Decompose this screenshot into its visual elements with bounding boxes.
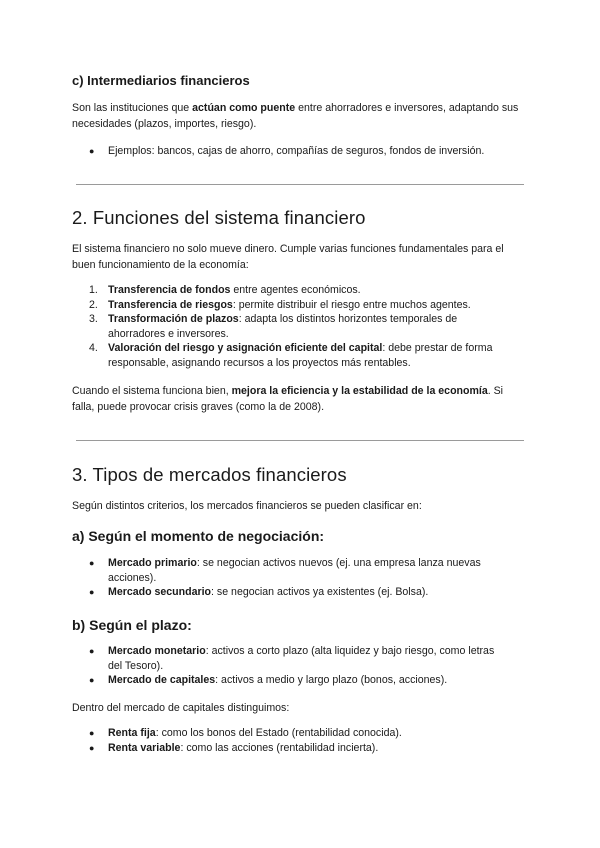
- text-run: : permite distribuir el riesgo entre muchos agentes.: [232, 298, 471, 311]
- bold-text: Mercado de capitales: [108, 674, 216, 686]
- text-run: : activos a corto plazo (alta liquidez y bajo riesgo, como letras del Tesoro).: [108, 645, 495, 672]
- bold-text: mejora la eficiencia y la estabilidad de la economía: [231, 385, 488, 397]
- bold-text: Mercado primario: [108, 557, 197, 569]
- text-run: : como los bonos del Estado (rentabilidad conocida).: [155, 727, 402, 739]
- bullet-icon: ●: [89, 728, 95, 738]
- bold-text: actúan como puente: [192, 102, 296, 114]
- item-number: 4.: [89, 342, 98, 354]
- text-run: : se negocian activos nuevos (ej. una empresa lanza nuevas acciones).: [108, 557, 481, 584]
- divider: [76, 184, 524, 185]
- bold-text: Transferencia de fondos: [108, 284, 231, 296]
- list-item: [72, 673, 502, 688]
- section-3b-bullets: [72, 644, 502, 688]
- numbered-item: [72, 341, 502, 370]
- section-c-bullets: [72, 144, 502, 159]
- section-c-intro: [72, 101, 527, 132]
- bold-text: Transformación de plazos: [108, 313, 239, 325]
- text-run: Son las instituciones que: [72, 102, 193, 114]
- bullet-icon: ●: [89, 675, 95, 685]
- bold-text: Renta variable: [108, 741, 181, 754]
- text-run: El sistema financiero no solo mueve dinero. Cumple varias funciones fundamentales para el buen funcionamiento de la economía:: [72, 243, 504, 271]
- item-number: 3.: [89, 313, 98, 325]
- text-run: Según distintos criterios, los mercados financieros se pueden clasificar en:: [72, 500, 422, 512]
- bullet-icon: ●: [89, 587, 95, 597]
- section-2-heading: 2. Funciones del sistema financiero: [72, 207, 366, 228]
- section-3b-heading: b) Según el plazo:: [72, 617, 192, 633]
- bullet-icon: ●: [89, 742, 95, 753]
- bold-text: Renta fija: [108, 727, 156, 739]
- bold-text: Transferencia de riesgos: [108, 298, 233, 311]
- list-item: [72, 585, 502, 600]
- text-run: . Si falla, puede provocar crisis graves (como la de 2008).: [72, 385, 504, 413]
- section-3a-bullets: [72, 556, 502, 600]
- item-number: 1.: [89, 284, 98, 296]
- text-run: : debe prestar de forma responsable, asignando recursos a los proyectos más rentables.: [108, 342, 493, 369]
- capital-market-bullets: [72, 726, 502, 755]
- divider: [76, 440, 524, 441]
- bold-text: Mercado monetario: [108, 645, 206, 657]
- section-3-heading: 3. Tipos de mercados financieros: [72, 464, 347, 485]
- list-item: [72, 741, 502, 756]
- section-3a-heading: a) Según el momento de negociación:: [72, 528, 325, 544]
- numbered-item: [72, 283, 502, 298]
- section-2-intro: [72, 242, 527, 273]
- numbered-item: [72, 298, 502, 313]
- text-run: entre ahorradores e inversores, adaptando sus necesidades (plazos, importes, riesgo).: [72, 102, 519, 130]
- section-c-heading: c) Intermediarios financieros: [72, 73, 250, 88]
- text-run: Ejemplos: bancos, cajas de ahorro, compañías de seguros, fondos de inversión.: [108, 145, 485, 157]
- list-item: [72, 144, 502, 159]
- list-item: [72, 556, 502, 585]
- item-number: 2.: [89, 298, 98, 311]
- text-run: : activos a medio y largo plazo (bonos, acciones).: [215, 674, 448, 686]
- capital-market-intro: [72, 701, 527, 717]
- list-item: [72, 726, 502, 741]
- list-item: [72, 644, 502, 673]
- numbered-item: [72, 312, 502, 341]
- section-2-closing: [72, 384, 527, 415]
- bullet-icon: ●: [89, 146, 95, 156]
- text-run: : como las acciones (rentabilidad incierta).: [180, 741, 379, 754]
- bold-text: Mercado secundario: [108, 586, 212, 598]
- text-run: Dentro del mercado de capitales distinguimos:: [72, 702, 290, 714]
- text-run: : se negocian activos ya existentes (ej. Bolsa).: [211, 586, 429, 598]
- text-run: : adapta los distintos horizontes temporales de ahorradores e inversores.: [108, 313, 458, 340]
- bold-text: Valoración del riesgo y asignación eficiente del capital: [108, 342, 383, 354]
- bullet-icon: ●: [89, 558, 95, 568]
- bullet-icon: ●: [89, 646, 95, 656]
- section-3-intro: [72, 499, 527, 515]
- text-run: Cuando el sistema funciona bien,: [72, 385, 232, 397]
- section-2-functions-list: [72, 283, 502, 370]
- text-run: entre agentes económicos.: [230, 284, 361, 296]
